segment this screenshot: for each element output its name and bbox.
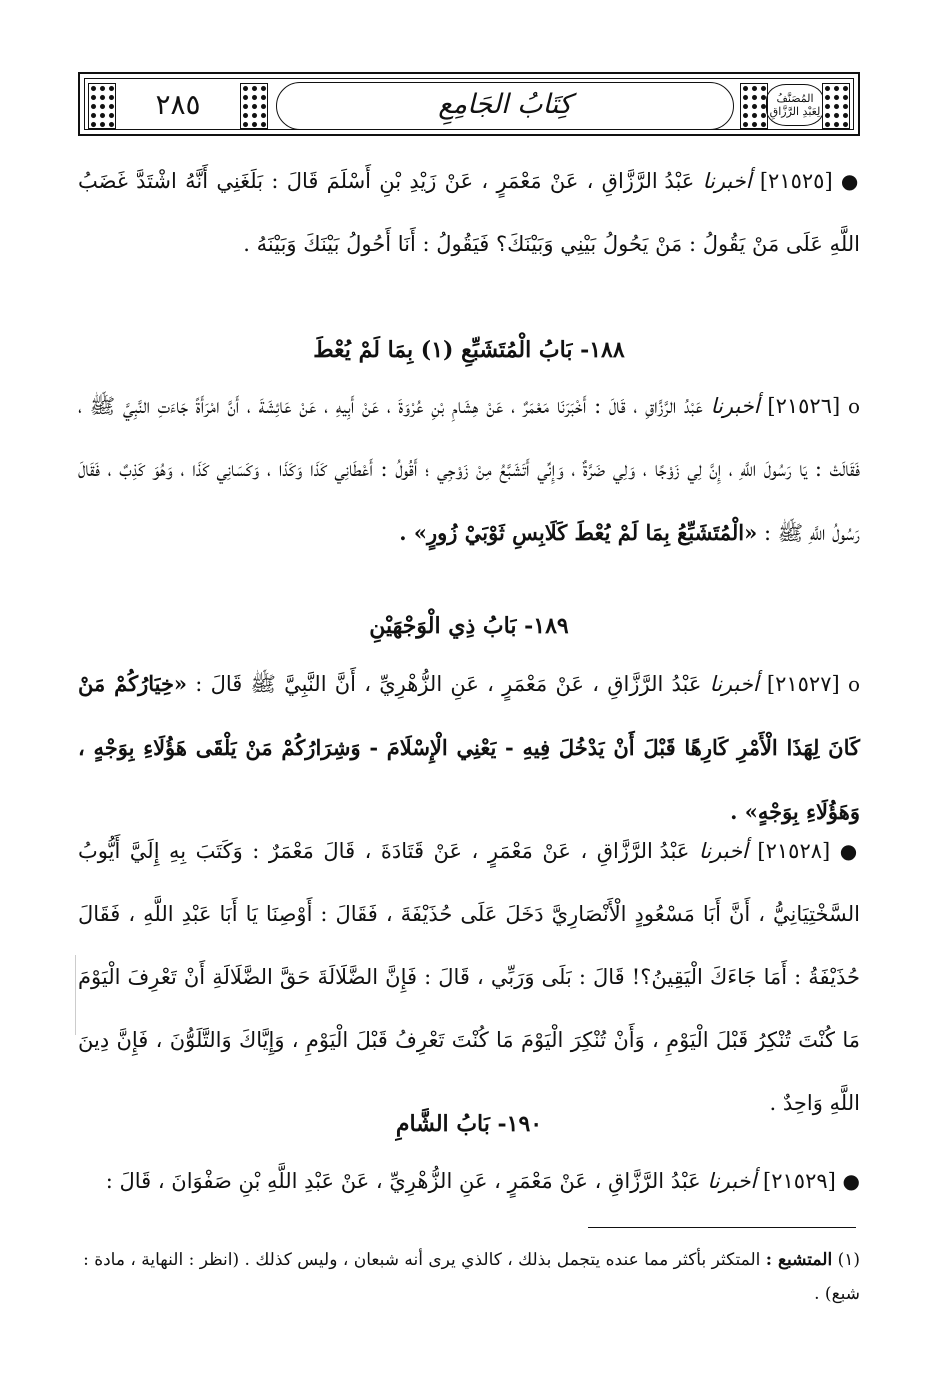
chapter-heading-190: ١٩٠- بَابُ الشَّامِ <box>395 1111 543 1137</box>
hadith-number: [٢١٥٢٩] <box>763 1169 836 1193</box>
hadith-number: [٢١٥٢٦] <box>767 394 841 418</box>
hadith-text: عَبْدُ الرَّزَّاقِ ، عَنْ مَعْمَرٍ ، عَنِ الزُّهْرِيِّ ، عَنْ عَبْدِ اللَّهِ بْنِ صَفْوَانَ ، قَالَ : <box>105 1169 701 1193</box>
chapter-heading-189: ١٨٩- بَابُ ذِي الْوَجْهَيْنِ <box>369 613 569 639</box>
hadith-number: [٢١٥٢٧] <box>766 672 840 696</box>
hadith-marker: ο <box>847 672 860 696</box>
hadith-quote: «خِيَارُكُمْ مَنْ كَانَ لِهَذَا الْأَمْرِ كَارِهًا قَبْلَ أَنْ يَدْخُلَ فِيهِ - يَعْنِي الْإِسْلَامَ - وَشِرَارُكُمْ مَنْ يَلْقَى هَؤُلَاءِ بِوَجْهٍ ، وَهَؤُلَاءِ بِوَجْهٍ» . <box>78 671 860 824</box>
hadith-number: [٢١٥٢٨] <box>757 839 831 863</box>
book-seal: المُصَنَّفُ لِعَبْدِ الرَّزَّاقِ <box>766 84 824 126</box>
footnote-number: (١) <box>837 1250 860 1270</box>
page-header <box>78 72 860 136</box>
hadith-marker: ● <box>842 1169 860 1193</box>
hadith-marker: ο <box>847 394 860 418</box>
ornament-right-outer <box>822 83 850 129</box>
ornament-left-outer <box>88 83 116 129</box>
margin-line <box>75 955 76 1035</box>
chapter-heading-188: ١٨٨- بَابُ الْمُتَشَبِّعِ (١) بِمَا لَمْ يُعْطَ <box>313 337 625 363</box>
hadith-prefix: أخبرنا <box>710 394 760 418</box>
hadith-marker: ● <box>840 169 860 193</box>
hadith-prefix: أخبرنا <box>698 839 748 863</box>
hadith-number: [٢١٥٢٥] <box>759 169 833 193</box>
hadith-text: عَبْدُ الرَّزَّاقِ ، عَنْ مَعْمَرٍ ، عَنْ قَتَادَةَ ، قَالَ مَعْمَرٌ : وَكَتَبَ بِهِ إِلَيَّ أَيُّوبُ السَّخْتِيَانِيُّ ، أَنَّ أَبَا مَسْعُودٍ الْأَنْصَارِيَّ دَخَلَ عَلَى حُذَيْفَةَ ، فَقَالَ : أَوْصِنَا يَا أَبَا عَبْدِ اللَّهِ ، فَقَالَ حُذَيْفَةُ : أَمَا جَاءَكَ الْيَقِينُ؟! قَالَ : بَلَى وَرَبِّي ، قَالَ : فَإِنَّ الضَّلَالَةَ حَقَّ الضَّلَالَةِ أَنْ تَعْرِفَ الْيَوْمَ مَا كُنْتَ تُنْكِرُ قَبْلَ الْيَوْمِ ، وَأَنْ تُنْكِرَ الْيَوْمَ مَا كُنْتَ تَعْرِفُ قَبْلَ الْيَوْمِ ، وَإِيَّاكَ وَالتَّلَوُّنَ ، فَإِنَّ دِينَ اللَّهِ وَاحِدٌ . <box>78 839 860 1115</box>
page-number: ٢٨٥ <box>155 88 201 121</box>
footnote <box>78 1243 860 1311</box>
hadith-21528 <box>78 820 860 1135</box>
hadith-prefix: أخبرنا <box>707 1169 757 1193</box>
footnote-term: المتشبع : <box>765 1250 833 1270</box>
hadith-text: عَبْدُ الرَّزَّاقِ ، عَنْ مَعْمَرٍ ، عَنِ الزُّهْرِيِّ ، أَنَّ النَّبِيَّ ﷺ قَالَ : <box>195 672 702 696</box>
hadith-text: عَبْدُ الرَّزَّاقِ ، عَنْ مَعْمَرٍ ، عَنْ زَيْدِ بْنِ أَسْلَمَ قَالَ : بَلَغَنِي أَنَّهُ اشْتَدَّ غَضَبُ اللَّهِ عَلَى مَنْ يَقُولُ : مَنْ يَحُولُ بَيْنِي وَبَيْنَكَ؟ فَيَقُولُ : أَنَا أَحُولُ بَيْنَكَ وَبَيْنَهُ . <box>78 169 860 256</box>
title-cartouche <box>276 82 734 130</box>
hadith-prefix: أخبرنا <box>709 672 759 696</box>
hadith-21525 <box>78 150 860 276</box>
book-title: كِتَابُ الجَامِعِ <box>438 89 572 120</box>
hadith-21527 <box>78 652 860 844</box>
footnote-text: المتكثر بأكثر مما عنده يتجمل بذلك ، كالذي يرى أنه شبعان ، وليس كذلك . (انظر : النهاية ، مادة : شبع) . <box>83 1250 860 1304</box>
hadith-21526 <box>78 375 860 565</box>
ornament-right-inner <box>740 83 768 129</box>
hadith-text: عَبْدُ الرَّزَّاقِ ، قَالَ : أَخْبَرَنَا مَعْمَرٌ ، عَنْ هِشَامِ بْنِ عُرْوَةَ ، عَنْ أَبِيهِ ، عَنْ عَائِشَةَ ، أَنَّ امْرَأَةً جَاءَتِ النَّبِيَّ ﷺ ، فَقَالَتْ : يَا رَسُولَ اللَّهِ ، إِنَّ لِي زَوْجًا ، وَلِي ضَرَّةٌ ، وَإِنِّي أَتَشَبَّعُ مِنْ زَوْجِي ؛ أَقُولُ : أَعْطَانِي كَذَا وَكَذَا ، وَكَسَانِي كَذَا ، وَهُوَ كَذِبٌ ، فَقَالَ رَسُولُ اللَّهِ ﷺ : <box>78 394 860 545</box>
hadith-21529 <box>78 1150 860 1213</box>
hadith-prefix: أخبرنا <box>702 169 752 193</box>
hadith-marker: ● <box>839 839 861 863</box>
ornament-left-inner <box>240 83 268 129</box>
footnote-rule <box>588 1227 856 1228</box>
hadith-quote: «الْمُتَشَبِّعُ بِمَا لَمْ يُعْطَ كَلَابِسِ ثَوْبَيْ زُورٍ» . <box>399 520 758 545</box>
